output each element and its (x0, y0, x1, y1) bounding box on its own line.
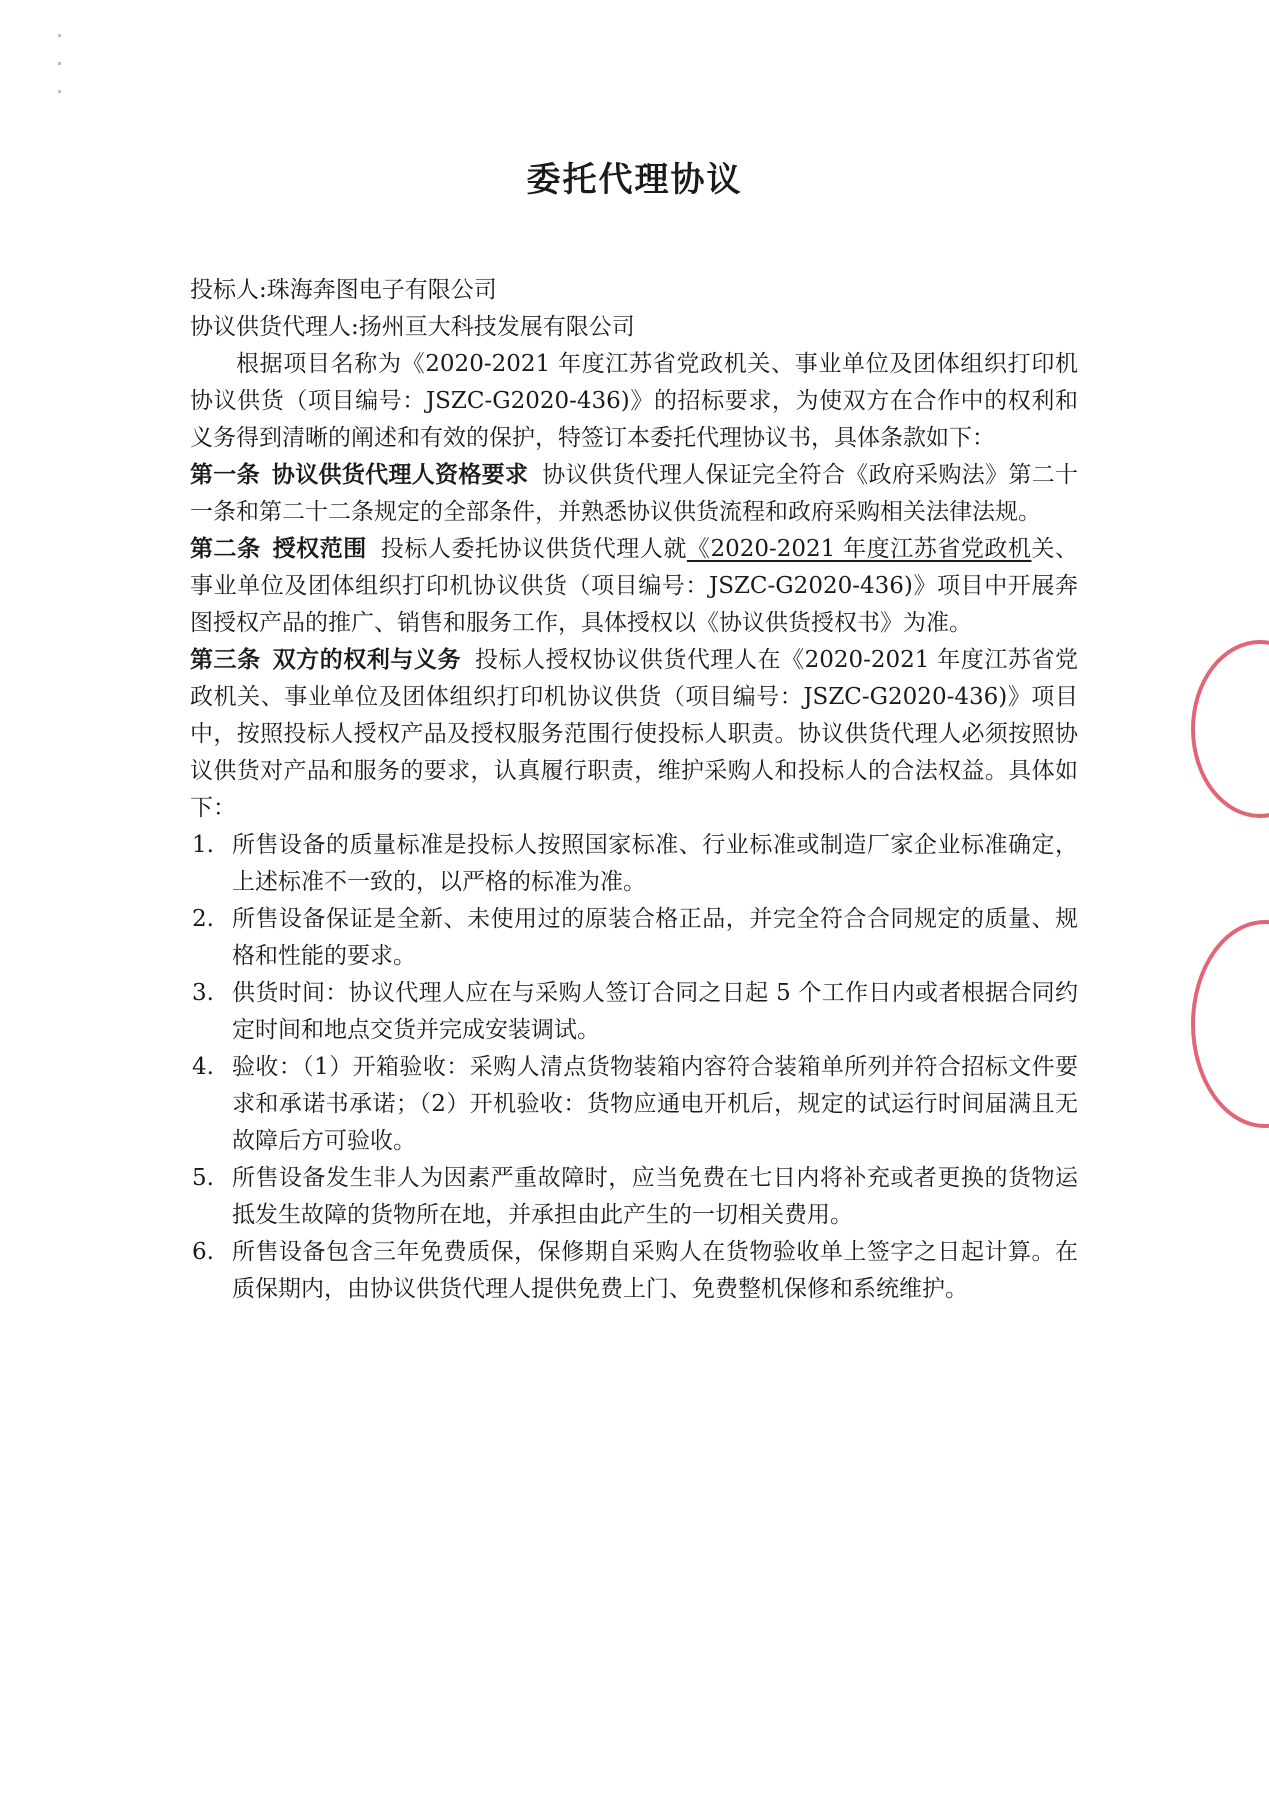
scan-speck (58, 34, 61, 37)
article-2-text-underlined: 《2020-2021 年度江苏省党政机 (686, 536, 1032, 562)
document-title: 委托代理协议 (526, 160, 743, 200)
red-seal-stamp (1191, 640, 1269, 818)
list-item-text: 所售设备保证是全新、未使用过的原装合格正品，并完全符合合同规定的质量、规格和性能的要求。 (232, 906, 1078, 969)
document-body (190, 272, 1078, 1308)
article-2-number: 第二条 (190, 536, 261, 562)
article-1-number: 第一条 (190, 462, 260, 488)
list-item (190, 1160, 1078, 1234)
obligations-list (190, 827, 1078, 1308)
list-item (190, 1049, 1078, 1160)
list-item (190, 827, 1078, 901)
scan-speck (58, 90, 61, 93)
list-item (190, 901, 1078, 975)
list-item-text: 所售设备发生非人为因素严重故障时，应当免费在七日内将补充或者更换的货物运抵发生故障的货物所在地，并承担由此产生的一切相关费用。 (232, 1165, 1078, 1228)
article-2 (190, 531, 1078, 642)
list-item-text: 所售设备的质量标准是投标人按照国家标准、行业标准或制造厂家企业标准确定，上述标准不一致的，以严格的标准为准。 (232, 832, 1078, 895)
list-item (190, 975, 1078, 1049)
article-1-heading: 协议供货代理人资格要求 (271, 462, 529, 488)
list-item-number: 4. (192, 1054, 214, 1080)
article-2-heading: 授权范围 (272, 536, 367, 562)
article-1-text: 协议供货代理人保证完全符合《政府采购法》第二十一条和第二十二条规定的全部条件，并熟悉协议供货流程和政府采购相关法律法规。 (190, 462, 1079, 525)
list-item (190, 1234, 1078, 1308)
list-item-number: 2. (192, 906, 214, 932)
list-item-number: 3. (192, 980, 214, 1006)
red-seal-stamp (1191, 920, 1269, 1128)
list-item-text: 所售设备包含三年免费质保，保修期自采购人在货物验收单上签字之日起计算。在质保期内，由协议供货代理人提供免费上门、免费整机保修和系统维护。 (232, 1239, 1078, 1302)
agent-line: 协议供货代理人:扬州亘大科技发展有限公司 (190, 314, 635, 340)
article-3 (190, 642, 1078, 827)
article-2-text-before: 投标人委托协议供货代理人就 (380, 536, 687, 562)
article-2-text-after: 关、事业单位及团体组织打印机协议供货（项目编号：JSZC-G2020-436)》项目中开展奔图授权产品的推广、销售和服务工作，具体授权以《协议供货授权书》为准。 (190, 536, 1079, 636)
scan-speck (58, 62, 61, 65)
article-3-number: 第三条 (190, 647, 261, 673)
bidder-line: 投标人:珠海奔图电子有限公司 (190, 277, 497, 303)
article-1 (190, 457, 1078, 531)
article-3-heading: 双方的权利与义务 (272, 647, 461, 673)
list-item-number: 1. (192, 832, 214, 858)
article-3-text: 投标人授权协议供货代理人在《2020-2021 年度江苏省党政机关、事业单位及团体组织打印机协议供货（项目编号：JSZC-G2020-436)》项目中，按照投标人授权产品及授权服务范围行使投标人职责。协议供货代理人必须按照协议供货对产品和服务的要求，认真履行职责，维护采购人和投标人的合法权益。具体如下： (190, 647, 1079, 821)
list-item-text: 验收：（1）开箱验收：采购人清点货物装箱内容符合装箱单所列并符合招标文件要求和承诺书承诺；（2）开机验收：货物应通电开机后，规定的试运行时间届满且无故障后方可验收。 (232, 1054, 1078, 1154)
intro-paragraph: 根据项目名称为《2020-2021 年度江苏省党政机关、事业单位及团体组织打印机协议供货（项目编号：JSZC-G2020-436)》的招标要求，为使双方在合作中的权利和义务得到清晰的阐述和有效的保护，特签订本委托代理协议书，具体条款如下： (190, 351, 1078, 451)
list-item-number: 6. (192, 1239, 214, 1265)
list-item-text: 供货时间：协议代理人应在与采购人签订合同之日起 5 个工作日内或者根据合同约定时间和地点交货并完成安装调试。 (232, 980, 1078, 1043)
list-item-number: 5. (192, 1165, 214, 1191)
scan-specks (58, 34, 62, 114)
